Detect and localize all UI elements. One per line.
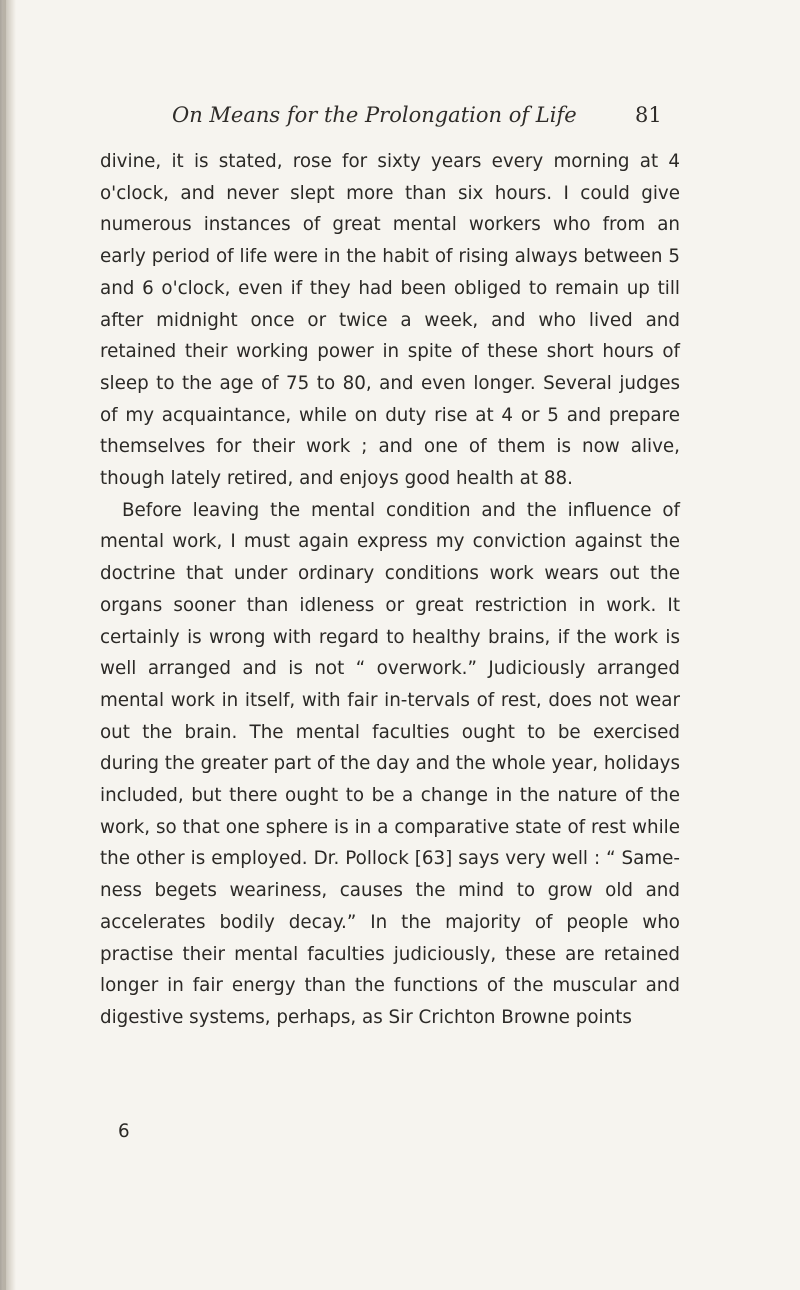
spine-edge: [3, 0, 6, 1290]
running-head-title: On Means for the Prolongation of Life: [172, 103, 577, 127]
paragraph: divine, it is stated, rose for sixty years every morning at 4 o'clock, and never slept more than six hours. I could give numerous instances of great mental workers who from an early period of life were in the habit of rising always between 5 and 6 o'clock, even if they had been obliged to remain up till after midnight once or twice a week, and who lived and retained their working power in spite of these short hours of sleep to the age of 75 to 80, and even longer. Several judges of my acquaintance, while on duty rise at 4 or 5 and prepare themselves for their work ; and one of them is now alive, though lately retired, and enjoys good health at 88.: [100, 151, 680, 490]
signature-mark: 6: [118, 1121, 130, 1142]
book-spine-shadow: [0, 0, 16, 1290]
body-text: [100, 146, 680, 1034]
running-head: [172, 103, 692, 139]
paragraph: Before leaving the mental condition and the influence of mental work, I must again express my conviction against the doctrine that under ordinary conditions work wears out the organs sooner than idleness or great restriction in work. It certainly is wrong with regard to healthy brains, if the work is well arranged and is not “ overwork.” Judiciously arranged mental work in itself, with fair in-tervals of rest, does not wear out the brain. The mental faculties ought to be exercised during the greater part of the day and the whole year, holidays included, but there ought to be a change in the nature of the work, so that one sphere is in a comparative state of rest while the other is employed. Dr. Pollock [63] says very well : “ Same-ness begets weariness, causes the mind to grow old and accelerates bodily decay.” In the majority of people who practise their mental faculties judiciously, these are retained longer in fair energy than the functions of the muscular and digestive systems, perhaps, as Sir Crichton Browne points: [100, 499, 680, 1028]
page-number: 81: [635, 103, 662, 127]
